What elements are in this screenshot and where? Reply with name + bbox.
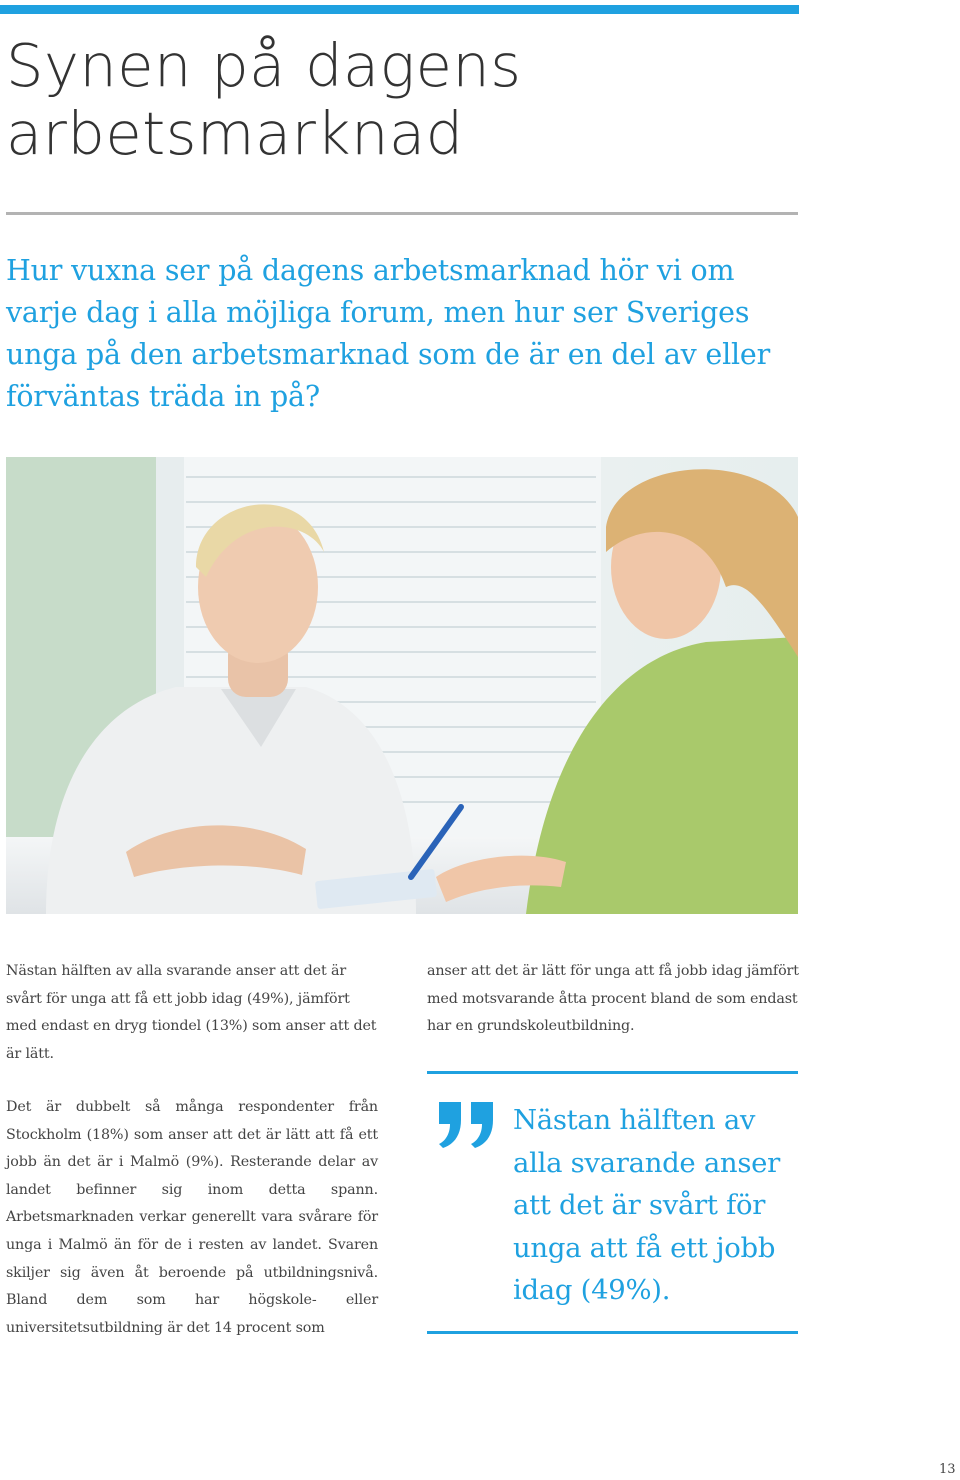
body-paragraph-3: anser att det är lätt för unga att få jobb idag jämfört med motsvarande åtta procent bland de som endast har en grundskoleutbildning. [427, 963, 799, 1034]
quote-bottom-rule [427, 1331, 798, 1334]
title-line-1: Synen på dagens [6, 31, 522, 100]
page-number: 13 [939, 1462, 956, 1477]
title-divider [6, 212, 798, 215]
body-paragraph-2: Det är dubbelt så många respondenter från Stockholm (18%) som anser att det är lätt att få ett jobb än det är i Malmö (9%). Resterande delar av landet befinner sig inom detta spann. Arbetsmarknaden verkar generellt vara svårare för unga i Malmö än för de i resten av landet. Svaren skiljer sig även åt beroende på utbildningsnivå. Bland dem som har högskole- eller universitetsutbildning är det 14 procent som [6, 1099, 378, 1336]
top-accent-bar [0, 5, 799, 14]
title-line-2: arbetsmarknad [6, 99, 464, 168]
quote-mark-icon [435, 1098, 497, 1150]
page-title [6, 32, 796, 168]
pull-quote: Nästan hälften av alla svarande anser att det är svårt för unga att få ett jobb idag (49%). [513, 1104, 780, 1306]
lead-paragraph: Hur vuxna ser på dagens arbetsmarknad hör vi om varje dag i alla möjliga forum, men hur ser Sveriges unga på den arbetsmarknad som de är en del av eller förväntas träda in på? [6, 254, 771, 413]
counseling-photo [6, 457, 798, 914]
body-paragraph-1: Nästan hälften av alla svarande anser att det är svårt för unga att få ett jobb idag (49%), jämfört med endast en dryg tiondel (13%) som anser att det är lätt. [6, 963, 377, 1062]
quote-top-rule [427, 1071, 798, 1074]
